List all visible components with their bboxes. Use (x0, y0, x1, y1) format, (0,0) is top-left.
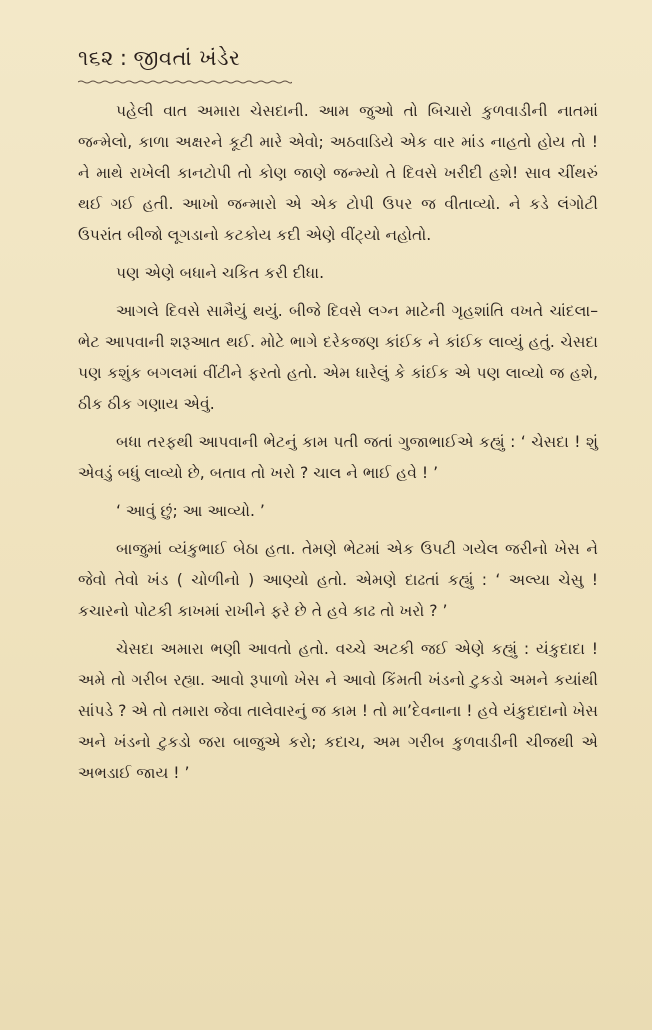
paragraph: આગલે દિવસે સામૈયું થયું. બીજે દિવસે લગ્ન માટેની ગૃહશાંતિ વખતે ચાંદલા–ભેટ આપવાની શરૂઆત થઈ. મોટે ભાગે દરેકજણ કાંઈક ને કાંઈક લાવ્યું હતું. ચેસદા પણ કશુંક બગલમાં વીંટીને ફરતો હતો. એમ ધારેલું કે કાંઈક એ પણ લાવ્યો જ હશે, ઠીક ઠીક ગણાય એવું. (78, 302, 598, 413)
paragraph: બાજુમાં વ્યંકુભાઈ બેઠા હતા. તેમણે ભેટમાં એક ઉપટી ગયેલ જરીનો ખેસ ને જેવો તેવો ખંડ ( ચોળીનો ) આણ્યો હતો. એમણે દાઢતાં કહ્યું : ‘ અલ્યા ચેસુ ! કચારનો પોટકી કાખમાં રાખીને ફરે છે તે હવે કાઢ તો ખરો ? ’ (78, 540, 598, 620)
paragraph: પહેલી વાત અમારા ચેસદાની. આમ જુઓ તો બિચારો કુળવાડીની નાતમાં જન્મેલો, કાળા અક્ષરને કૂટી મારે એવો; અઠવાડિયે એક વાર માંડ નાહતો હોય તો ! ને માથે રાખેલી કાનટોપી તો કોણ જાણે જન્મ્યો તે દિવસે ખરીદી હશે! સાવ ચીંથરું થઈ ગઈ હતી. આખો જન્મારો એ એક ટોપી ઉપર જ વીતાવ્યો. ને કડે લંગોટી ઉપરાંત બીજો લૂગડાનો કટકોય કદી એણે વીંટ્યો નહોતો. (78, 102, 598, 244)
body-text (78, 96, 598, 789)
paragraph: ચેસદા અમારા ભણી આવતો હતો. વચ્ચે અટકી જઈ એણે કહ્યું : યંકુદાદા ! અમે તો ગરીબ રહ્યા. આવો રૂપાળો ખેસ ને આવો કિંમતી ખંડનો ટુકડો અમને કયાંથી સાંપડે ? એ તો તમારા જેવા તાલેવારનું જ કામ ! તો મા’દેવનાના ! હવે યંકુદાદાનો ખેસ અને ખંડનો ટુકડો જરા બાજુએ કરો; કદાચ, અમ ગરીબ કુળવાડીની ચીજથી એ અભડાઈ જાય ! ’ (78, 640, 598, 782)
paragraph: ‘ આવું છું; આ આવ્યો. ’ (116, 502, 265, 520)
header-separator: : (119, 46, 128, 70)
paragraph: પણ એણે બધાને ચકિત કરી દીધા. (116, 264, 325, 282)
wavy-underline-ornament (78, 80, 292, 84)
page-number: ૧૬૨ (78, 46, 114, 70)
paragraph: બધા તરફથી આપવાની ભેટનું કામ પતી જતાં ગુજાભાઈએ કહ્યું : ‘ ચેસદા ! શું એવડું બધું લાવ્યો છે, બતાવ તો ખરો ? ચાલ ને ભાઈ હવે ! ’ (78, 433, 598, 482)
running-header (78, 46, 240, 71)
chapter-title: જીવતાં ખંડેર (133, 46, 241, 70)
